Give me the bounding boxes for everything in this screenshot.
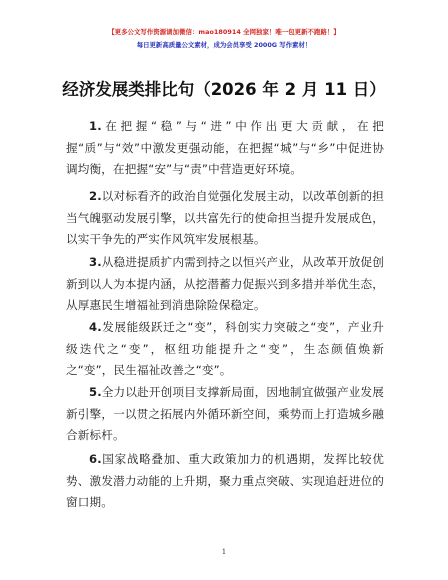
promo-banner-line-2: 每日更新高质量公文素材，成为会员享受 2000G 写作素材！ xyxy=(136,41,312,49)
paragraph-4 xyxy=(66,317,384,382)
paragraph-number: 6. xyxy=(89,452,102,466)
paragraph-text: 从稳进提质扩内需到持之以恒兴产业，从改革开放促创新到以人为本提内涵，从挖潜蓄力促振兴到多措并举优生态，从厚惠民生增福祉到消患除险保稳定。 xyxy=(66,255,384,312)
paragraph-text: 全力以赴开创项目支撑新局面，因地制宜做强产业发展新引擎，一以贯之拓展内外循环新空间，乘势而上打造城乡融合新标杆。 xyxy=(66,385,384,442)
paragraph-1 xyxy=(66,116,384,181)
paragraph-number: 2. xyxy=(89,189,102,203)
paragraph-text: 国家战略叠加、重大政策加力的机遇期，发挥比较优势、激发潜力动能的上升期，聚力重点突破、实现追赶进位的窗口期。 xyxy=(66,452,384,509)
paragraph-number: 1. xyxy=(89,119,102,133)
paragraph-text: 发展能级跃迁之“变”，科创实力突破之“变”，产业升级迭代之“变”，枢纽功能提升之“变”，生态颜值焕新之“变”，民生福祉改善之“变”。 xyxy=(66,320,384,377)
paragraph-number: 5. xyxy=(89,385,102,399)
paragraph-3 xyxy=(66,252,384,317)
page-title: 经济发展类排比句（2026 年 2 月 11 日） xyxy=(62,80,386,99)
paragraph-6 xyxy=(66,449,384,514)
paragraph-number: 4. xyxy=(89,320,102,334)
paragraph-text: 以对标看齐的政治自觉强化发展主动，以改革创新的担当气魄驱动发展引擎，以共富先行的使命担当提升发展成色，以实干争先的严实作风筑牢发展根基。 xyxy=(66,189,384,246)
page-number: 1 xyxy=(221,548,227,556)
promo-banner-line-1: 【更多公文写作资源请加微信：mao180914 全网独家！唯一包更新不跑路！】 xyxy=(108,28,340,36)
paragraph-number: 3. xyxy=(89,255,102,269)
paragraph-text: 在把握“稳”与“进”中作出更大贡献，在把握“质”与“效”中激发更强动能，在把握“城”与“乡”中促进协调均衡，在把握“安”与“责”中营造更好环境。 xyxy=(66,119,384,176)
paragraph-2 xyxy=(66,186,384,251)
paragraph-5 xyxy=(66,382,384,447)
